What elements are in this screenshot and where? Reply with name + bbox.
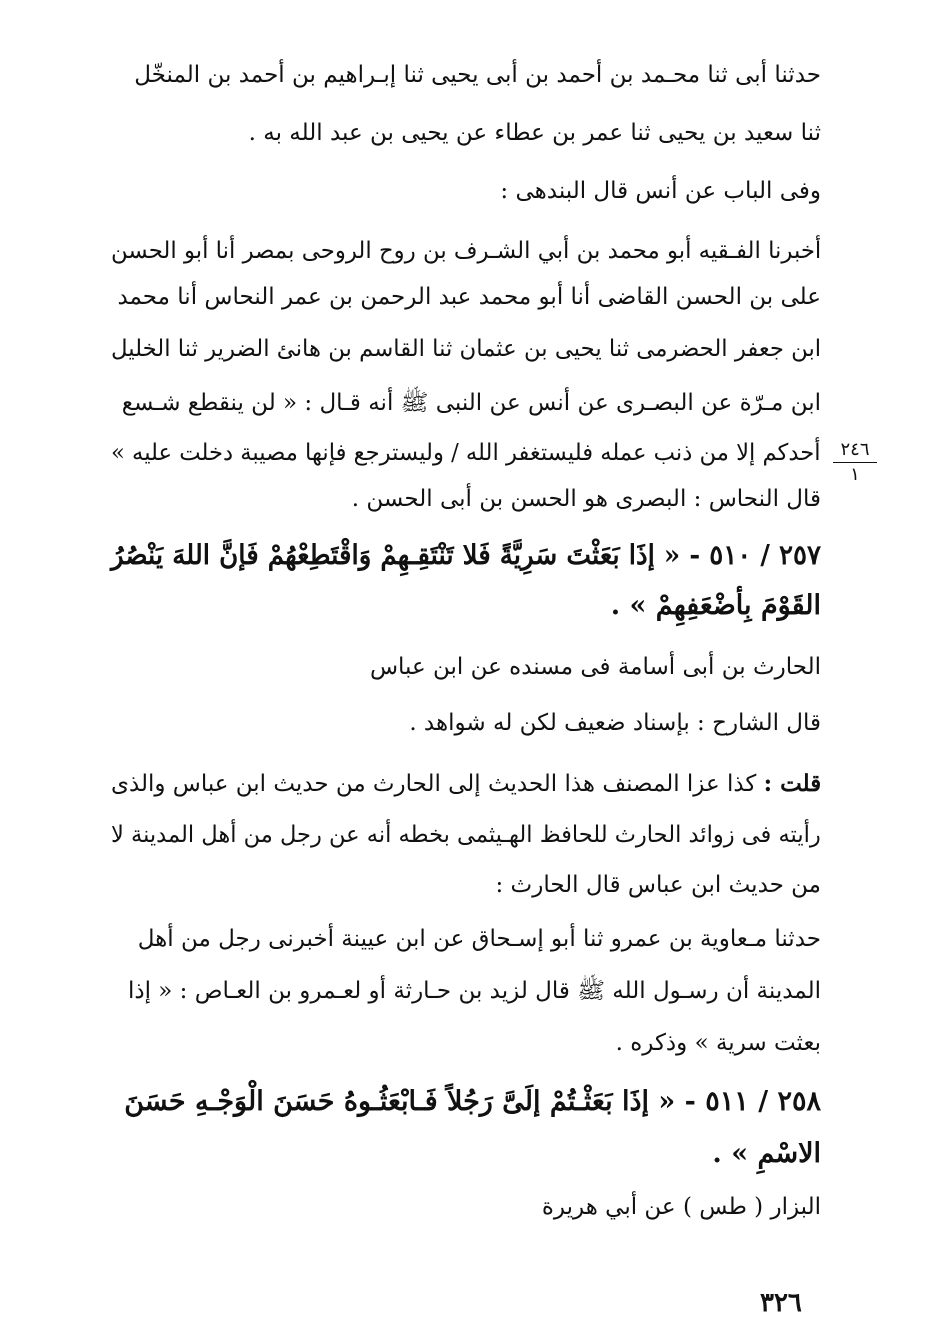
text-line-22: البزار ( طس ) عن أبي هريرة (541, 1194, 821, 1220)
qult-label: قلت : (763, 770, 821, 797)
text-line-1: حدثنا أبى ثنا محـمد بن أحمد بن أبى يحيى ثنا إبـراهيم بن أحمد بن المنخّل (134, 62, 821, 88)
text-line-7: ابن مـرّة عن البصـرى عن أنس عن النبى ﷺ أنه قـال : « لن ينقطع شـسع (121, 390, 821, 416)
hadith-257-line-2: القَوْمَ بِأضْعَفِهِمْ » . (610, 590, 821, 621)
text-line-8: أحدكم إلا من ذنب عمله فليستغفر الله / وليسترجع فإنها مصيبة دخلت عليه » (111, 440, 821, 466)
margin-note-rule (833, 462, 877, 463)
text-line-18: المدينة أن رسـول الله ﷺ قال لزيد بن حـارثة أو لعـمرو بن العـاص : « إذا (127, 978, 821, 1004)
text-line-12: الحارث بن أبى أسامة فى مسنده عن ابن عباس (369, 654, 821, 680)
text-line-13: قال الشارح : بإسناد ضعيف لكن له شواهد . (409, 710, 821, 736)
hadith-257-line-1: ٢٥٧ / ٥١٠ - « إذَا بَعَثْتَ سَرِيَّةً فَلا تَنْتَقِـهِمْ وَاقْتَطِعْهُمْ فَإنَّ اللهَ يَنْصُرُ (111, 540, 821, 571)
hadith-258-line-2: الاسْمِ » . (712, 1138, 821, 1169)
text-line-15: رأيته فى زوائد الحارث للحافظ الهـيثمى بخطه أنه عن رجل من أهل المدينة لا (111, 822, 821, 848)
text-line-17: حدثنا مـعاوية بن عمرو ثنا أبو إسـحاق عن ابن عيينة أخبرنى رجل من أهل (137, 926, 821, 952)
text-line-9: قال النحاس : البصرى هو الحسن بن أبى الحسن . (351, 486, 821, 512)
page-number: ٣٢٦ (760, 1288, 802, 1318)
hadith-258-line-1: ٢٥٨ / ٥١١ - « إذَا بَعَثْـتُمْ إلَىَّ رَجُلاً فَـابْعَثُـوهُ حَسَنَ الْوَجْـهِ حَسَنَ (124, 1086, 821, 1117)
text-line-14 (111, 770, 821, 799)
margin-folio-note (830, 440, 880, 485)
text-line-14-body: كذا عزا المصنف هذا الحديث إلى الحارث من حديث ابن عباس والذى (110, 771, 757, 797)
margin-note-top: ٢٤٦ (840, 439, 870, 460)
text-line-6: ابن جعفر الحضرمى ثنا يحيى بن عثمان ثنا القاسم بن هانئ الضرير ثنا الخليل (110, 336, 821, 362)
text-line-3: وفى الباب عن أنس قال البندهى : (500, 178, 821, 204)
margin-note-bottom: ١ (850, 463, 860, 485)
text-line-4: أخبرنا الفـقيه أبو محمد بن أبي الشـرف بن روح الروحى بمصر أنا أبو الحسن (110, 238, 821, 264)
text-line-19: بعثت سرية » وذكره . (615, 1030, 821, 1056)
text-line-16: من حديث ابن عباس قال الحارث : (495, 872, 821, 898)
text-line-5: على بن الحسن القاضى أنا أبو محمد عبد الرحمن بن عمر النحاس أنا محمد (117, 284, 821, 310)
text-line-2: ثنا سعيد بن يحيى ثنا عمر بن عطاء عن يحيى بن عبد الله به . (248, 120, 821, 146)
